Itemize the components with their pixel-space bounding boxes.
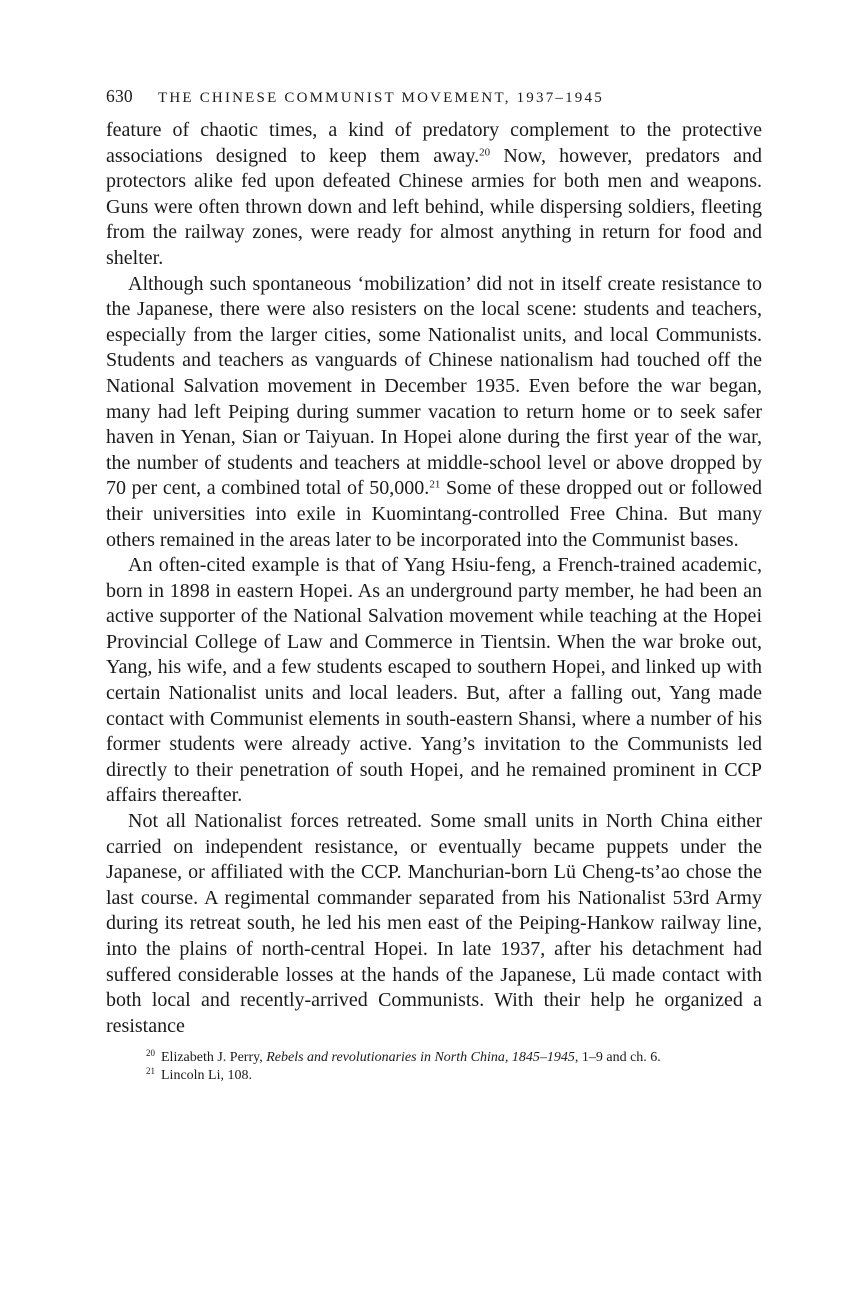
paragraph-4 [106,809,762,1039]
footnote-21 [146,1067,762,1085]
paragraph-3 [106,553,762,809]
body-text [106,118,762,1039]
book-page [106,86,762,1084]
footnote-citation: Lincoln Li, 108. [161,1067,252,1083]
paragraph-text: Some of these dropped out or followed their universities into exile in Kuomintang-controlled Free China. But many others remained in the areas later to be incorporated into the Communist bases. [106,477,762,551]
footnote-20 [146,1049,762,1067]
paragraph-text: Although such spontaneous ‘mobilization’ did not in itself create resistance to the Japanese, there were also resisters on the local scene: students and teachers, especially from the larger cities, some Nationalist units, and local Communists. Students and teachers as vanguards of Chinese nationalism had touched off the National Salvation movement in December 1935. Even before the war began, many had left Peiping during summer vacation to return home or to seek safer haven in Yenan, Sian or Taiyuan. In Hopei alone during the first year of the war, the number of students and teachers at middle-school level or above dropped by 70 per cent, a combined total of 50,000. [106,272,762,500]
footnote-pages: , 1–9 and ch. 6. [574,1050,661,1066]
footnote-title: Rebels and revolutionaries in North China, 1845–1945 [266,1050,575,1066]
footnote-author: Elizabeth J. Perry, [161,1050,267,1066]
page-number: 630 [106,86,133,106]
footnote-reference: 20 [479,146,491,158]
footnotes [106,1049,762,1084]
paragraph-text: An often-cited example is that of Yang Hsiu-feng, a French-trained academic, born in 1898 in eastern Hopei. As an underground party member, he had been an active supporter of the National Salvation movement while teaching at the Hopei Provincial College of Law and Commerce in Tientsin. When the war broke out, Yang, his wife, and a few students escaped to southern Hopei, and linked up with certain Nationalist units and local leaders. But, after a falling out, Yang made contact with Communist elements in south-eastern Shansi, where a number of his former students were already active. Yang’s invitation to the Communists led directly to their penetration of south Hopei, and he remained prominent in CCP affairs thereafter. [106,554,762,807]
footnote-reference: 21 [429,478,441,491]
paragraph-text: feature of chaotic times, a kind of predatory complement to the protective associations designed to keep them away. [106,119,762,167]
paragraph-1 [106,118,762,272]
paragraph-text: Now, however, predators and protectors alike fed upon defeated Chinese armies for both men and weapons. Guns were often thrown down and left behind, while dispersing soldiers, fleeting from the railway zones, were ready for almost anything in return for food and shelter. [106,144,762,269]
footnote-number: 20 [146,1048,155,1059]
paragraph-2 [106,272,762,554]
footnote-number: 21 [146,1065,155,1076]
running-head [106,86,762,116]
chapter-running-title: THE CHINESE COMMUNIST MOVEMENT, 1937–1945 [158,90,604,106]
paragraph-text: Not all Nationalist forces retreated. Some small units in North China either carried on independent resistance, or eventually became puppets under the Japanese, or affiliated with the CCP. Manchurian-born Lü Cheng-ts’ao chose the last course. A regimental commander separated from his Nationalist 53rd Army during its retreat south, he led his men east of the Peiping-Hankow railway line, into the plains of north-central Hopei. In late 1937, after his detachment had suffered considerable losses at the hands of the Japanese, Lü made contact with both local and recently-arrived Communists. With their help he organized a resistance [106,810,762,1037]
